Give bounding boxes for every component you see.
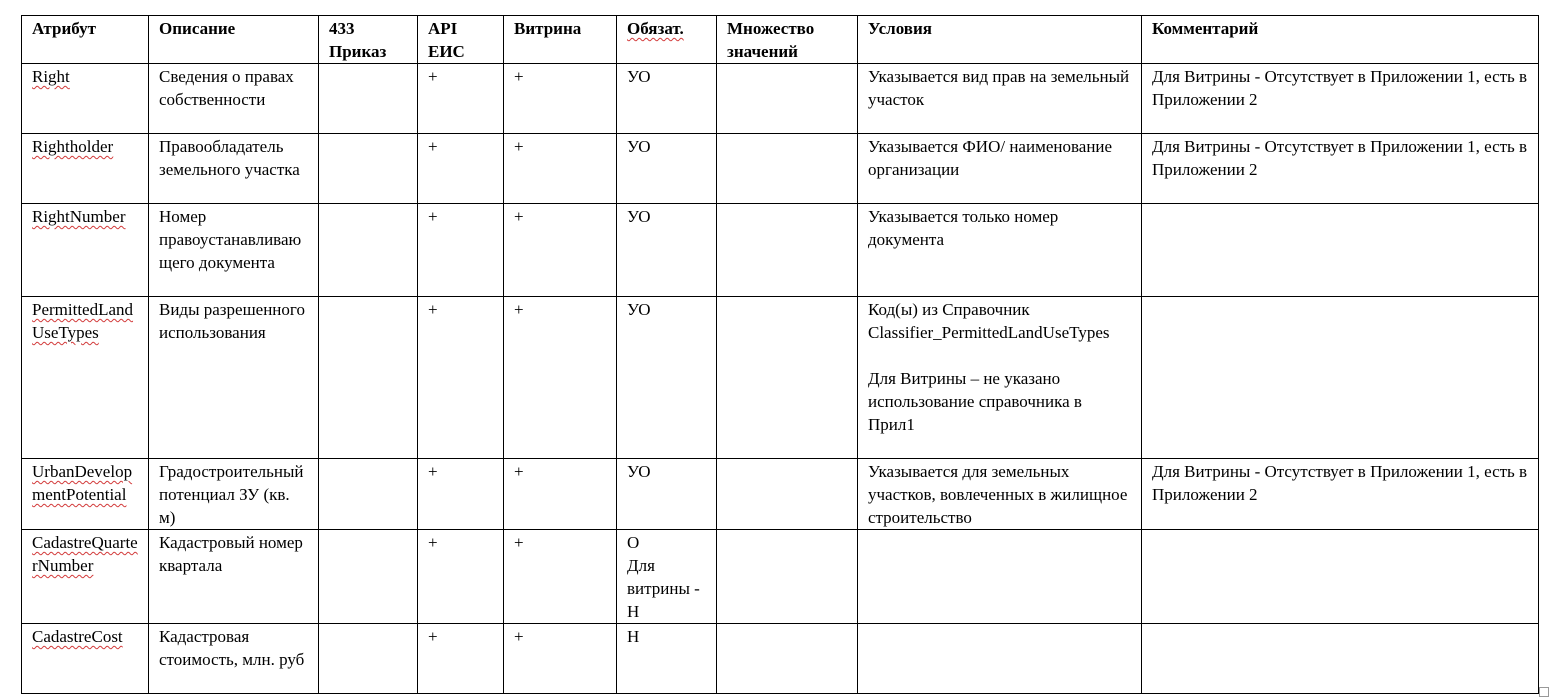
cell-comment: [1142, 624, 1539, 694]
cell-api: [418, 459, 504, 530]
cell-multiple: [717, 530, 858, 624]
cell-conditions: [858, 459, 1142, 530]
cell-api: [418, 64, 504, 134]
cell-description: [149, 459, 319, 530]
cell-api-text: +: [428, 533, 438, 552]
cell-description: [149, 297, 319, 459]
cell-description: [149, 134, 319, 204]
table-body: [22, 64, 1539, 694]
cell-description-text: Виды разрешенного использования: [159, 300, 305, 342]
cell-description-text: Сведения о правах собственности: [159, 67, 294, 109]
cell-api: [418, 530, 504, 624]
cell-api-text: +: [428, 207, 438, 226]
cell-conditions-text: Указывается только номер документа: [868, 207, 1059, 249]
cell-mandatory-text: УО: [627, 137, 651, 156]
cell-order433: [319, 530, 418, 624]
cell-description: [149, 64, 319, 134]
header-mandatory: [617, 16, 717, 64]
cell-comment: [1142, 530, 1539, 624]
cell-api-text: +: [428, 462, 438, 481]
cell-comment: [1142, 134, 1539, 204]
cell-conditions: [858, 204, 1142, 297]
header-attribute: Атрибут: [22, 16, 149, 64]
cell-vitrina: [504, 297, 617, 459]
cell-multiple: [717, 624, 858, 694]
cell-description: [149, 624, 319, 694]
cell-mandatory-text: УО: [627, 462, 651, 481]
header-comment: Комментарий: [1142, 16, 1539, 64]
cell-multiple: [717, 297, 858, 459]
cell-comment-text: Для Витрины - Отсутствует в Приложении 1, есть в Приложении 2: [1152, 137, 1528, 179]
cell-api-text: +: [428, 67, 438, 86]
header-row: [22, 16, 1539, 64]
cell-vitrina-text: +: [514, 533, 524, 552]
cell-description-text: Правообладатель земельного участка: [159, 137, 300, 179]
table-row: [22, 204, 1539, 297]
cell-description: [149, 530, 319, 624]
cell-mandatory: [617, 204, 717, 297]
cell-order433: [319, 134, 418, 204]
cell-comment: [1142, 297, 1539, 459]
cell-comment-text: Для Витрины - Отсутствует в Приложении 1, есть в Приложении 2: [1152, 462, 1528, 504]
cell-order433: [319, 204, 418, 297]
cell-mandatory: [617, 134, 717, 204]
cell-mandatory-text: УО: [627, 67, 651, 86]
header-mandatory-text: Обязат.: [627, 19, 684, 38]
header-vitrina: Витрина: [504, 16, 617, 64]
cell-multiple: [717, 134, 858, 204]
header-api: API ЕИС: [418, 16, 504, 64]
cell-order433: [319, 64, 418, 134]
cell-mandatory: [617, 624, 717, 694]
cell-api: [418, 134, 504, 204]
cell-attribute: [22, 204, 149, 297]
cell-multiple: [717, 459, 858, 530]
cell-conditions: [858, 134, 1142, 204]
cell-mandatory-text: Н: [627, 627, 640, 646]
cell-attribute-text: PermittedLandUseTypes: [32, 300, 134, 342]
cell-mandatory-text: УО: [627, 207, 651, 226]
cell-attribute-text: Right: [32, 67, 70, 86]
cell-comment: [1142, 64, 1539, 134]
cell-comment: [1142, 204, 1539, 297]
cell-attribute: [22, 297, 149, 459]
cell-attribute-text: CadastreQuarterNumber: [32, 533, 138, 575]
cell-attribute: [22, 459, 149, 530]
attributes-table: [21, 15, 1539, 694]
cell-api: [418, 204, 504, 297]
cell-attribute: [22, 530, 149, 624]
header-conditions: Условия: [858, 16, 1142, 64]
resize-handle: [1539, 687, 1549, 697]
cell-description-text: Номер правоустанавливающего документа: [159, 207, 302, 272]
header-description: Описание: [149, 16, 319, 64]
cell-attribute: [22, 64, 149, 134]
header-multiple: Множество значений: [717, 16, 858, 64]
cell-mandatory: [617, 459, 717, 530]
cell-vitrina: [504, 530, 617, 624]
cell-comment: [1142, 459, 1539, 530]
cell-conditions-text: Код(ы) из Справочник Classifier_PermittedLandUseTypes Для Витрины – не указано использование справочника в Прил1: [868, 300, 1110, 434]
cell-api-text: +: [428, 627, 438, 646]
cell-conditions: [858, 624, 1142, 694]
cell-description: [149, 204, 319, 297]
header-order433: 433 Приказ: [319, 16, 418, 64]
cell-vitrina-text: +: [514, 67, 524, 86]
cell-api-text: +: [428, 300, 438, 319]
cell-description-text: Градостроительный потенциал ЗУ (кв. м): [159, 462, 304, 527]
cell-vitrina: [504, 64, 617, 134]
cell-attribute-text: Rightholder: [32, 137, 114, 156]
cell-attribute-text: CadastreCost: [32, 627, 123, 646]
cell-attribute-text: RightNumber: [32, 207, 126, 226]
cell-api: [418, 297, 504, 459]
cell-api: [418, 624, 504, 694]
cell-attribute: [22, 624, 149, 694]
cell-vitrina: [504, 624, 617, 694]
cell-attribute: [22, 134, 149, 204]
cell-vitrina: [504, 459, 617, 530]
cell-conditions-text: Указывается ФИО/ наименование организации: [868, 137, 1113, 179]
cell-conditions: [858, 64, 1142, 134]
cell-mandatory: [617, 530, 717, 624]
table-row: [22, 459, 1539, 530]
cell-vitrina-text: +: [514, 300, 524, 319]
cell-vitrina: [504, 134, 617, 204]
cell-order433: [319, 459, 418, 530]
cell-conditions-text: Указывается вид прав на земельный участок: [868, 67, 1130, 109]
cell-vitrina-text: +: [514, 627, 524, 646]
cell-mandatory: [617, 64, 717, 134]
cell-api-text: +: [428, 137, 438, 156]
table-row: [22, 134, 1539, 204]
cell-description-text: Кадастровый номер квартала: [159, 533, 303, 575]
cell-conditions: [858, 297, 1142, 459]
table-row: [22, 624, 1539, 694]
cell-description-text: Кадастровая стоимость, млн. руб: [159, 627, 305, 669]
cell-conditions-text: Указывается для земельных участков, вовлеченных в жилищное строительство: [868, 462, 1128, 527]
cell-order433: [319, 297, 418, 459]
cell-attribute-text: UrbanDevelopmentPotential: [32, 462, 133, 504]
cell-vitrina: [504, 204, 617, 297]
cell-vitrina-text: +: [514, 462, 524, 481]
table-row: [22, 297, 1539, 459]
cell-multiple: [717, 204, 858, 297]
cell-mandatory-text: О Для витрины - Н: [627, 533, 700, 621]
cell-comment-text: Для Витрины - Отсутствует в Приложении 1, есть в Приложении 2: [1152, 67, 1528, 109]
table-row: [22, 530, 1539, 624]
table-row: [22, 64, 1539, 134]
cell-conditions: [858, 530, 1142, 624]
cell-vitrina-text: +: [514, 137, 524, 156]
cell-mandatory: [617, 297, 717, 459]
cell-order433: [319, 624, 418, 694]
cell-vitrina-text: +: [514, 207, 524, 226]
cell-mandatory-text: УО: [627, 300, 651, 319]
cell-multiple: [717, 64, 858, 134]
